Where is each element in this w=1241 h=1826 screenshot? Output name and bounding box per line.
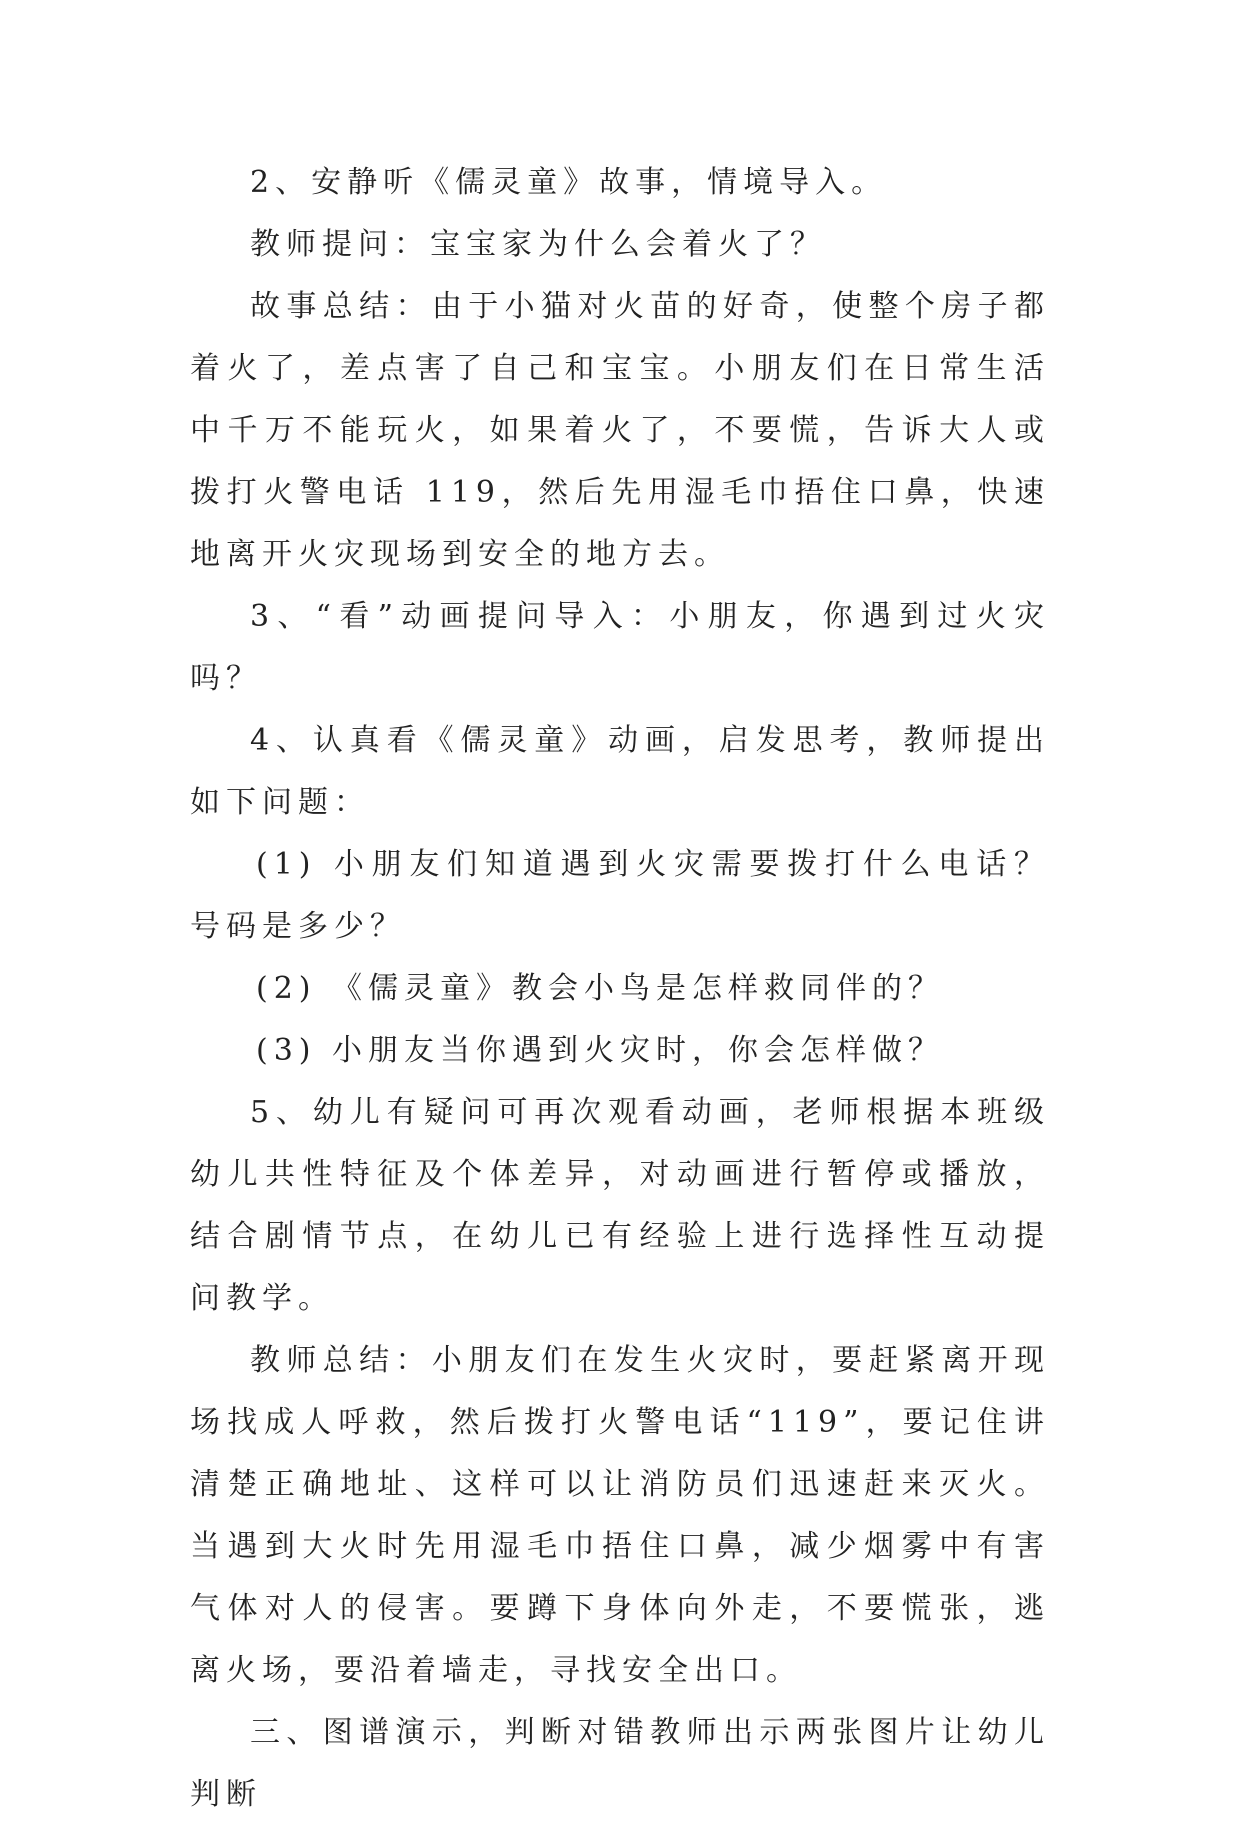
paragraph-question-2: (2) 《儒灵童》教会小鸟是怎样救同伴的？ bbox=[256, 971, 945, 1006]
paragraph-section-3: 三、图谱演示，判断对错教师出示两张图片让幼儿判断 bbox=[190, 1715, 1050, 1812]
paragraph-teacher-question: 教师提问：宝宝家为什么会着火了？ bbox=[250, 227, 826, 262]
paragraph-step-2: 2、安静听《儒灵童》故事，情境导入。 bbox=[250, 165, 888, 200]
paragraph-step-5: 5、幼儿有疑问可再次观看动画，老师根据本班级幼儿共性特征及个体差异，对动画进行暂停或播放，结合剧情节点，在幼儿已有经验上进行选择性互动提问教学。 bbox=[190, 1095, 1050, 1316]
paragraph-question-1: (1) 小朋友们知道遇到火灾需要拨打什么电话？号码是多少？ bbox=[190, 847, 1050, 944]
paragraph-step-3: 3、“看”动画提问导入：小朋友，你遇到过火灾吗？ bbox=[190, 599, 1050, 696]
paragraph-teacher-summary: 教师总结：小朋友们在发生火灾时，要赶紧离开现场找成人呼救，然后拨打火警电话“119”，要记住讲清楚正确地址、这样可以让消防员们迅速赶来灭火。当遇到大火时先用湿毛巾捂住口鼻，减少烟雾中有害气体对人的侵害。要蹲下身体向外走，不要慌张，逃离火场，要沿着墙走，寻找安全出口。 bbox=[190, 1343, 1050, 1688]
paragraph-story-summary: 故事总结：由于小猫对火苗的好奇，使整个房子都着火了，差点害了自己和宝宝。小朋友们在日常生活中千万不能玩火，如果着火了，不要慌，告诉大人或拨打火警电话 119，然后先用湿毛巾捂住口鼻，快速地离开火灾现场到安全的地方去。 bbox=[190, 289, 1050, 572]
paragraph-question-3: (3) 小朋友当你遇到火灾时，你会怎样做？ bbox=[256, 1033, 945, 1068]
document-body bbox=[190, 152, 1050, 1826]
paragraph-step-4: 4、认真看《儒灵童》动画，启发思考，教师提出如下问题： bbox=[190, 723, 1050, 820]
